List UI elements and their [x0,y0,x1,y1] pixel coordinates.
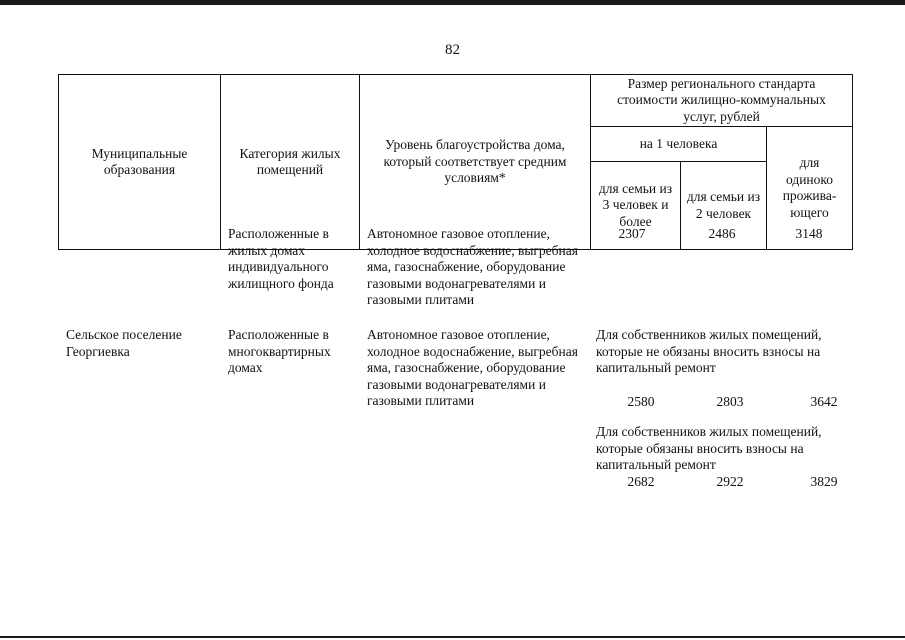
header-single-text: для одиноко прожива-ющего [782,155,837,220]
header-per-person [590,126,767,162]
row2-value-a-single: 3642 [810,394,838,409]
row1-level: Автономное газовое отопление, холодное водоснабжение, выгребная яма, газоснабжение, оборудование газовыми водонагревателями и газовыми плитами [367,226,578,307]
header-standard-text: Размер регионального стандарта стоимости жилищно-коммунальных услуг, рублей [617,75,826,124]
row1-value-family2: 2486 [708,226,736,241]
header-level [359,74,591,250]
header-family2-text: для семьи из 2 человек [686,189,761,221]
row2-value-a-family2: 2803 [716,394,744,409]
page-number: 82 [445,42,460,58]
row2-note-capital-repair: Для собственников жилых помещений, которые обязаны вносить взносы на капитальный ремонт [596,424,822,472]
row2-value-b-single: 3829 [810,474,838,489]
header-category-text: Категория жилых помещений [239,145,341,177]
header-category [220,74,360,250]
row1-category: Расположенные в жилых домах индивидуального жилищного фонда [228,226,334,291]
top-border-rule [0,0,905,5]
row1-value-family3: 2307 [618,226,646,241]
header-municipality [58,74,221,250]
header-municipality-text: Муниципальные образования [91,145,188,177]
header-level-text: Уровень благоустройства дома, который соответствует средним условиям* [383,137,567,186]
row2-value-b-family3: 2682 [627,474,655,489]
row2-level: Автономное газовое отопление, холодное водоснабжение, выгребная яма, газоснабжение, оборудование газовыми водонагревателями и газовыми плитами [367,327,578,408]
row2-value-a-family3: 2580 [627,394,655,409]
row2-category: Расположенные в многоквартирных домах [228,327,331,375]
bottom-border-rule [0,636,905,638]
header-standard [590,74,853,127]
row1-value-single: 3148 [795,226,823,241]
row2-municipality: Сельское поселение Георгиевка [66,327,182,359]
header-family3-text: для семьи из 3 человек и более [598,180,673,229]
row2-note-no-capital-repair: Для собственников жилых помещений, которые не обязаны вносить взносы на капитальный ремонт [596,327,822,375]
header-per-person-text: на 1 человека [639,136,718,151]
row2-value-b-family2: 2922 [716,474,744,489]
